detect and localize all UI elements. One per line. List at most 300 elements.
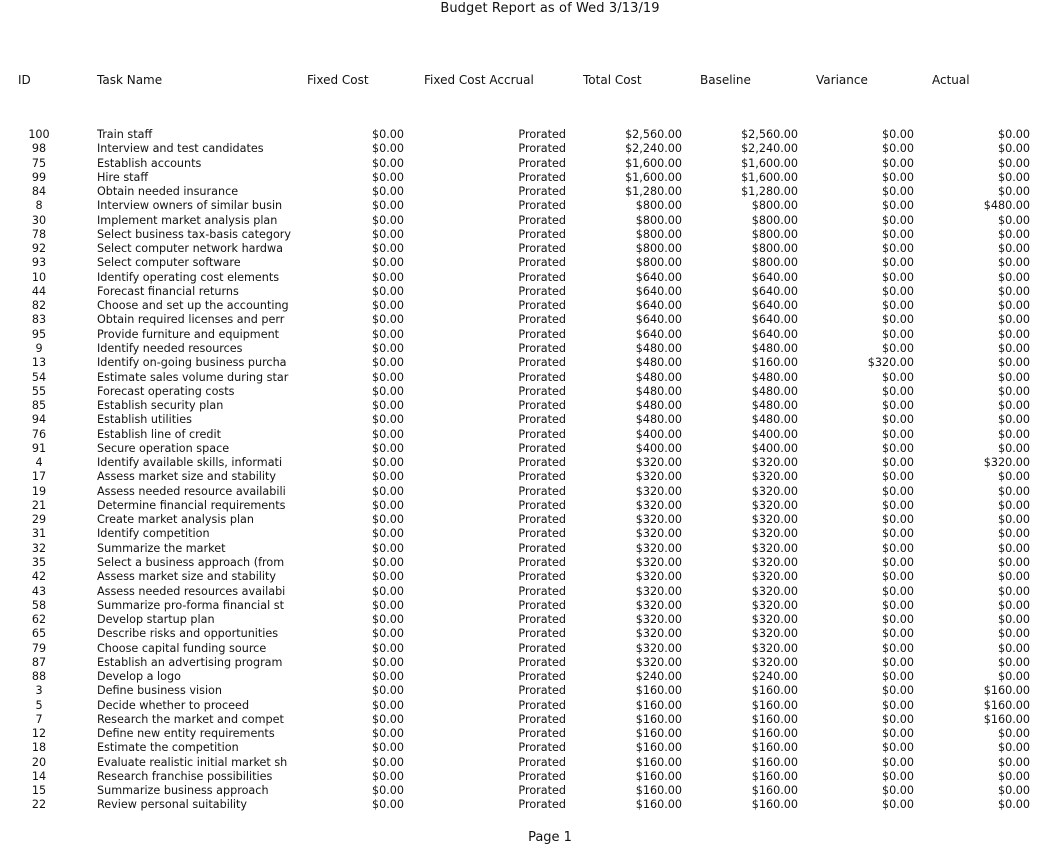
- cell-task-name: Summarize business approach: [97, 784, 269, 798]
- cell-fixed-cost: $0.00: [372, 613, 405, 627]
- table-row: [0, 784, 1053, 798]
- cell-actual: $0.00: [997, 441, 1030, 455]
- cell-fixed-cost: $0.00: [372, 270, 405, 284]
- cell-baseline: $480.00: [751, 341, 798, 355]
- cell-task-name: Create market analysis plan: [97, 513, 254, 527]
- table-row: [0, 684, 1053, 698]
- cell-actual: $0.00: [997, 470, 1030, 484]
- cell-total-cost: $320.00: [635, 641, 682, 655]
- cell-baseline: $320.00: [751, 613, 798, 627]
- cell-fixed-cost: $0.00: [372, 213, 405, 227]
- table-row: [0, 599, 1053, 613]
- cell-variance: $0.00: [881, 555, 914, 569]
- cell-total-cost: $160.00: [635, 798, 682, 812]
- cell-fixed-cost-accrual: Prorated: [518, 128, 566, 141]
- cell-actual: $0.00: [997, 513, 1030, 527]
- cell-baseline: $800.00: [751, 213, 798, 227]
- cell-variance: $0.00: [881, 185, 914, 199]
- table-row: [0, 142, 1053, 156]
- table-row: [0, 627, 1053, 641]
- cell-total-cost: $480.00: [635, 399, 682, 413]
- cell-baseline: $800.00: [751, 242, 798, 256]
- cell-fixed-cost-accrual: Prorated: [518, 741, 566, 755]
- cell-task-name: Decide whether to proceed: [97, 698, 250, 712]
- cell-id: 35: [31, 555, 47, 569]
- cell-baseline: $160.00: [751, 784, 798, 798]
- cell-fixed-cost-accrual: Prorated: [518, 598, 566, 612]
- cell-actual: $0.00: [997, 256, 1030, 270]
- cell-id: 85: [31, 399, 47, 413]
- cell-fixed-cost-accrual: Prorated: [518, 199, 566, 213]
- cell-variance: $0.00: [881, 156, 914, 170]
- table-row: [0, 128, 1053, 142]
- cell-fixed-cost: $0.00: [372, 712, 405, 726]
- cell-fixed-cost-accrual: Prorated: [518, 555, 566, 569]
- cell-task-name: Develop a logo: [97, 670, 181, 684]
- cell-fixed-cost-accrual: Prorated: [518, 498, 566, 512]
- cell-variance: $0.00: [881, 684, 914, 698]
- cell-total-cost: $1,600.00: [625, 156, 682, 170]
- table-row: [0, 670, 1053, 684]
- cell-id: 10: [31, 270, 47, 284]
- cell-task-name: Interview owners of similar busin: [97, 199, 283, 213]
- cell-variance: $0.00: [881, 769, 914, 783]
- cell-fixed-cost-accrual: Prorated: [518, 570, 566, 584]
- cell-total-cost: $640.00: [635, 270, 682, 284]
- cell-fixed-cost-accrual: Prorated: [518, 484, 566, 498]
- cell-actual: $0.00: [997, 413, 1030, 427]
- cell-fixed-cost-accrual: Prorated: [518, 327, 566, 341]
- cell-total-cost: $640.00: [635, 313, 682, 327]
- cell-variance: $0.00: [881, 213, 914, 227]
- cell-baseline: $160.00: [751, 727, 798, 741]
- cell-task-name: Secure operation space: [97, 441, 230, 455]
- cell-fixed-cost: $0.00: [372, 684, 405, 698]
- cell-variance: $0.00: [881, 741, 914, 755]
- table-row: [0, 741, 1053, 755]
- cell-fixed-cost: $0.00: [372, 413, 405, 427]
- cell-task-name: Forecast financial returns: [97, 284, 239, 298]
- cell-total-cost: $320.00: [635, 498, 682, 512]
- cell-fixed-cost: $0.00: [372, 427, 405, 441]
- cell-baseline: $2,560.00: [741, 128, 798, 141]
- cell-actual: $0.00: [997, 213, 1030, 227]
- cell-baseline: $480.00: [751, 413, 798, 427]
- cell-task-name: Select computer network hardwa: [97, 242, 284, 256]
- cell-fixed-cost-accrual: Prorated: [518, 670, 566, 684]
- cell-actual: $0.00: [997, 598, 1030, 612]
- cell-variance: $0.00: [881, 598, 914, 612]
- cell-id: 82: [31, 299, 47, 313]
- cell-fixed-cost-accrual: Prorated: [518, 399, 566, 413]
- cell-fixed-cost: $0.00: [372, 570, 405, 584]
- table-row: [0, 699, 1053, 713]
- cell-baseline: $2,240.00: [741, 142, 798, 156]
- cell-total-cost: $2,560.00: [625, 128, 682, 141]
- table-row: [0, 256, 1053, 270]
- cell-variance: $0.00: [881, 627, 914, 641]
- cell-baseline: $160.00: [751, 356, 798, 370]
- column-header-variance: Variance: [816, 73, 868, 87]
- cell-actual: $0.00: [997, 270, 1030, 284]
- column-header-total-cost: Total Cost: [583, 73, 642, 87]
- table-row: [0, 342, 1053, 356]
- cell-baseline: $160.00: [751, 684, 798, 698]
- cell-task-name: Evaluate realistic initial market sh: [97, 755, 288, 769]
- cell-task-name: Assess market size and stability: [97, 470, 277, 484]
- cell-task-name: Interview and test candidates: [97, 142, 264, 156]
- cell-total-cost: $480.00: [635, 341, 682, 355]
- cell-variance: $0.00: [881, 284, 914, 298]
- cell-actual: $0.00: [997, 327, 1030, 341]
- cell-fixed-cost: $0.00: [372, 627, 405, 641]
- cell-baseline: $640.00: [751, 327, 798, 341]
- table-row: [0, 242, 1053, 256]
- cell-fixed-cost: $0.00: [372, 527, 405, 541]
- cell-actual: $160.00: [983, 712, 1030, 726]
- table-row: [0, 556, 1053, 570]
- cell-id: 93: [31, 256, 47, 270]
- table-row: [0, 428, 1053, 442]
- cell-variance: $0.00: [881, 128, 914, 141]
- cell-total-cost: $320.00: [635, 584, 682, 598]
- cell-task-name: Identify needed resources: [97, 341, 243, 355]
- cell-id: 3: [35, 684, 43, 698]
- table-row: [0, 727, 1053, 741]
- cell-task-name: Identify competition: [97, 527, 210, 541]
- cell-baseline: $160.00: [751, 798, 798, 812]
- cell-fixed-cost: $0.00: [372, 199, 405, 213]
- cell-actual: $0.00: [997, 755, 1030, 769]
- cell-fixed-cost: $0.00: [372, 128, 405, 141]
- cell-fixed-cost: $0.00: [372, 470, 405, 484]
- cell-id: 79: [31, 641, 47, 655]
- table-row: [0, 442, 1053, 456]
- cell-id: 62: [31, 613, 47, 627]
- cell-fixed-cost-accrual: Prorated: [518, 156, 566, 170]
- cell-task-name: Identify on-going business purcha: [97, 356, 287, 370]
- cell-fixed-cost-accrual: Prorated: [518, 341, 566, 355]
- cell-baseline: $160.00: [751, 712, 798, 726]
- cell-fixed-cost: $0.00: [372, 727, 405, 741]
- cell-id: 55: [31, 384, 47, 398]
- cell-fixed-cost-accrual: Prorated: [518, 213, 566, 227]
- cell-task-name: Train staff: [97, 128, 153, 141]
- cell-variance: $0.00: [881, 256, 914, 270]
- cell-total-cost: $160.00: [635, 727, 682, 741]
- cell-id: 44: [31, 284, 47, 298]
- cell-total-cost: $800.00: [635, 213, 682, 227]
- table-row: [0, 328, 1053, 342]
- cell-task-name: Assess needed resource availabili: [97, 484, 286, 498]
- table-row: [0, 642, 1053, 656]
- cell-variance: $0.00: [881, 755, 914, 769]
- column-header-fixed-cost-accrual: Fixed Cost Accrual: [424, 73, 534, 87]
- table-row: [0, 413, 1053, 427]
- table-row: [0, 613, 1053, 627]
- cell-id: 13: [31, 356, 47, 370]
- cell-task-name: Identify operating cost elements: [97, 270, 280, 284]
- cell-fixed-cost-accrual: Prorated: [518, 456, 566, 470]
- cell-actual: $0.00: [997, 299, 1030, 313]
- table-row: [0, 499, 1053, 513]
- cell-id: 92: [31, 242, 47, 256]
- cell-variance: $0.00: [881, 784, 914, 798]
- cell-fixed-cost: $0.00: [372, 441, 405, 455]
- cell-baseline: $1,600.00: [741, 170, 798, 184]
- cell-id: 21: [31, 498, 47, 512]
- cell-fixed-cost: $0.00: [372, 341, 405, 355]
- cell-id: 43: [31, 584, 47, 598]
- cell-id: 8: [35, 199, 43, 213]
- cell-total-cost: $480.00: [635, 356, 682, 370]
- cell-fixed-cost: $0.00: [372, 370, 405, 384]
- cell-baseline: $160.00: [751, 755, 798, 769]
- cell-baseline: $320.00: [751, 641, 798, 655]
- table-row: [0, 570, 1053, 584]
- budget-table-body: [0, 128, 1053, 813]
- cell-task-name: Review personal suitability: [97, 798, 248, 812]
- cell-fixed-cost-accrual: Prorated: [518, 784, 566, 798]
- cell-baseline: $320.00: [751, 527, 798, 541]
- cell-fixed-cost-accrual: Prorated: [518, 299, 566, 313]
- cell-task-name: Obtain required licenses and perr: [97, 313, 285, 327]
- cell-variance: $0.00: [881, 641, 914, 655]
- cell-actual: $0.00: [997, 613, 1030, 627]
- cell-variance: $0.00: [881, 527, 914, 541]
- cell-id: 30: [31, 213, 47, 227]
- cell-total-cost: $320.00: [635, 598, 682, 612]
- cell-task-name: Establish line of credit: [97, 427, 222, 441]
- table-row: [0, 798, 1053, 812]
- cell-task-name: Forecast operating costs: [97, 384, 235, 398]
- cell-id: 83: [31, 313, 47, 327]
- table-row: [0, 356, 1053, 370]
- cell-actual: $0.00: [997, 769, 1030, 783]
- cell-total-cost: $2,240.00: [625, 142, 682, 156]
- cell-variance: $0.00: [881, 456, 914, 470]
- cell-fixed-cost: $0.00: [372, 327, 405, 341]
- cell-total-cost: $320.00: [635, 627, 682, 641]
- cell-actual: $0.00: [997, 798, 1030, 812]
- cell-task-name: Select business tax-basis category: [97, 227, 292, 241]
- cell-variance: $0.00: [881, 698, 914, 712]
- cell-id: 58: [31, 598, 47, 612]
- cell-id: 14: [31, 769, 47, 783]
- cell-id: 84: [31, 185, 47, 199]
- cell-fixed-cost-accrual: Prorated: [518, 142, 566, 156]
- cell-task-name: Develop startup plan: [97, 613, 215, 627]
- table-row: [0, 585, 1053, 599]
- cell-total-cost: $480.00: [635, 413, 682, 427]
- cell-actual: $0.00: [997, 128, 1030, 141]
- cell-baseline: $1,280.00: [741, 185, 798, 199]
- cell-variance: $0.00: [881, 427, 914, 441]
- cell-actual: $0.00: [997, 227, 1030, 241]
- cell-task-name: Summarize the market: [97, 541, 226, 555]
- cell-id: 95: [31, 327, 47, 341]
- cell-total-cost: $320.00: [635, 527, 682, 541]
- cell-fixed-cost-accrual: Prorated: [518, 427, 566, 441]
- cell-id: 32: [31, 541, 47, 555]
- cell-baseline: $800.00: [751, 199, 798, 213]
- cell-variance: $0.00: [881, 227, 914, 241]
- cell-task-name: Obtain needed insurance: [97, 185, 239, 199]
- cell-baseline: $240.00: [751, 670, 798, 684]
- table-row: [0, 371, 1053, 385]
- table-row: [0, 171, 1053, 185]
- cell-id: 22: [31, 798, 47, 812]
- cell-fixed-cost-accrual: Prorated: [518, 356, 566, 370]
- cell-task-name: Assess needed resources availabi: [97, 584, 286, 598]
- table-row: [0, 271, 1053, 285]
- column-header-fixed-cost: Fixed Cost: [307, 73, 369, 87]
- cell-fixed-cost-accrual: Prorated: [518, 727, 566, 741]
- cell-baseline: $320.00: [751, 470, 798, 484]
- cell-variance: $0.00: [881, 441, 914, 455]
- cell-variance: $0.00: [881, 584, 914, 598]
- cell-actual: $0.00: [997, 370, 1030, 384]
- cell-fixed-cost: $0.00: [372, 356, 405, 370]
- cell-actual: $0.00: [997, 584, 1030, 598]
- table-row: [0, 713, 1053, 727]
- cell-id: 4: [35, 456, 43, 470]
- cell-task-name: Establish accounts: [97, 156, 202, 170]
- cell-fixed-cost-accrual: Prorated: [518, 313, 566, 327]
- cell-actual: $0.00: [997, 484, 1030, 498]
- cell-fixed-cost: $0.00: [372, 769, 405, 783]
- cell-actual: $160.00: [983, 698, 1030, 712]
- cell-task-name: Estimate the competition: [97, 741, 239, 755]
- cell-total-cost: $800.00: [635, 256, 682, 270]
- cell-id: 87: [31, 655, 47, 669]
- cell-fixed-cost: $0.00: [372, 170, 405, 184]
- cell-total-cost: $640.00: [635, 327, 682, 341]
- cell-task-name: Assess market size and stability: [97, 570, 277, 584]
- cell-total-cost: $160.00: [635, 784, 682, 798]
- cell-fixed-cost: $0.00: [372, 156, 405, 170]
- cell-baseline: $400.00: [751, 441, 798, 455]
- cell-actual: $320.00: [983, 456, 1030, 470]
- cell-baseline: $480.00: [751, 370, 798, 384]
- cell-actual: $0.00: [997, 284, 1030, 298]
- cell-actual: $0.00: [997, 784, 1030, 798]
- cell-fixed-cost-accrual: Prorated: [518, 284, 566, 298]
- cell-task-name: Summarize pro-forma financial st: [97, 598, 284, 612]
- cell-variance: $0.00: [881, 270, 914, 284]
- table-row: [0, 214, 1053, 228]
- cell-fixed-cost: $0.00: [372, 313, 405, 327]
- table-row: [0, 285, 1053, 299]
- cell-fixed-cost: $0.00: [372, 484, 405, 498]
- cell-variance: $320.00: [867, 356, 914, 370]
- cell-baseline: $640.00: [751, 299, 798, 313]
- table-row: [0, 456, 1053, 470]
- cell-variance: $0.00: [881, 384, 914, 398]
- table-row: [0, 527, 1053, 541]
- cell-fixed-cost-accrual: Prorated: [518, 798, 566, 812]
- cell-variance: $0.00: [881, 299, 914, 313]
- cell-fixed-cost-accrual: Prorated: [518, 641, 566, 655]
- cell-fixed-cost-accrual: Prorated: [518, 684, 566, 698]
- cell-baseline: $320.00: [751, 598, 798, 612]
- table-row: [0, 313, 1053, 327]
- cell-baseline: $400.00: [751, 427, 798, 441]
- cell-task-name: Implement market analysis plan: [97, 213, 278, 227]
- cell-id: 75: [31, 156, 47, 170]
- cell-fixed-cost-accrual: Prorated: [518, 470, 566, 484]
- cell-total-cost: $320.00: [635, 470, 682, 484]
- cell-total-cost: $160.00: [635, 698, 682, 712]
- cell-id: 54: [31, 370, 47, 384]
- cell-total-cost: $640.00: [635, 284, 682, 298]
- cell-variance: $0.00: [881, 142, 914, 156]
- cell-actual: $0.00: [997, 170, 1030, 184]
- cell-fixed-cost: $0.00: [372, 284, 405, 298]
- column-header-actual: Actual: [932, 73, 970, 87]
- cell-actual: $480.00: [983, 199, 1030, 213]
- cell-actual: $0.00: [997, 570, 1030, 584]
- cell-total-cost: $160.00: [635, 755, 682, 769]
- cell-fixed-cost: $0.00: [372, 242, 405, 256]
- cell-variance: $0.00: [881, 413, 914, 427]
- cell-total-cost: $400.00: [635, 441, 682, 455]
- cell-actual: $0.00: [997, 498, 1030, 512]
- cell-id: 29: [31, 513, 47, 527]
- cell-id: 91: [31, 441, 47, 455]
- cell-actual: $0.00: [997, 641, 1030, 655]
- cell-id: 9: [35, 341, 43, 355]
- cell-actual: $0.00: [997, 242, 1030, 256]
- cell-fixed-cost: $0.00: [372, 456, 405, 470]
- cell-baseline: $640.00: [751, 284, 798, 298]
- cell-baseline: $320.00: [751, 584, 798, 598]
- table-row: [0, 470, 1053, 484]
- cell-baseline: $320.00: [751, 570, 798, 584]
- cell-total-cost: $320.00: [635, 655, 682, 669]
- cell-total-cost: $400.00: [635, 427, 682, 441]
- cell-id: 15: [31, 784, 47, 798]
- cell-fixed-cost: $0.00: [372, 299, 405, 313]
- cell-variance: $0.00: [881, 370, 914, 384]
- cell-task-name: Establish an advertising program: [97, 655, 283, 669]
- cell-total-cost: $160.00: [635, 684, 682, 698]
- cell-fixed-cost-accrual: Prorated: [518, 513, 566, 527]
- cell-variance: $0.00: [881, 327, 914, 341]
- cell-fixed-cost-accrual: Prorated: [518, 541, 566, 555]
- cell-variance: $0.00: [881, 727, 914, 741]
- cell-variance: $0.00: [881, 170, 914, 184]
- cell-baseline: $160.00: [751, 741, 798, 755]
- cell-total-cost: $320.00: [635, 541, 682, 555]
- cell-task-name: Select a business approach (from: [97, 555, 285, 569]
- cell-fixed-cost: $0.00: [372, 755, 405, 769]
- cell-actual: $0.00: [997, 655, 1030, 669]
- cell-actual: $0.00: [997, 384, 1030, 398]
- cell-task-name: Hire staff: [97, 170, 149, 184]
- cell-fixed-cost: $0.00: [372, 598, 405, 612]
- cell-actual: $0.00: [997, 727, 1030, 741]
- cell-fixed-cost: $0.00: [372, 698, 405, 712]
- cell-total-cost: $320.00: [635, 570, 682, 584]
- cell-fixed-cost-accrual: Prorated: [518, 185, 566, 199]
- cell-task-name: Determine financial requirements: [97, 498, 286, 512]
- cell-id: 18: [31, 741, 47, 755]
- cell-fixed-cost: $0.00: [372, 784, 405, 798]
- cell-variance: $0.00: [881, 498, 914, 512]
- cell-baseline: $320.00: [751, 655, 798, 669]
- cell-baseline: $320.00: [751, 627, 798, 641]
